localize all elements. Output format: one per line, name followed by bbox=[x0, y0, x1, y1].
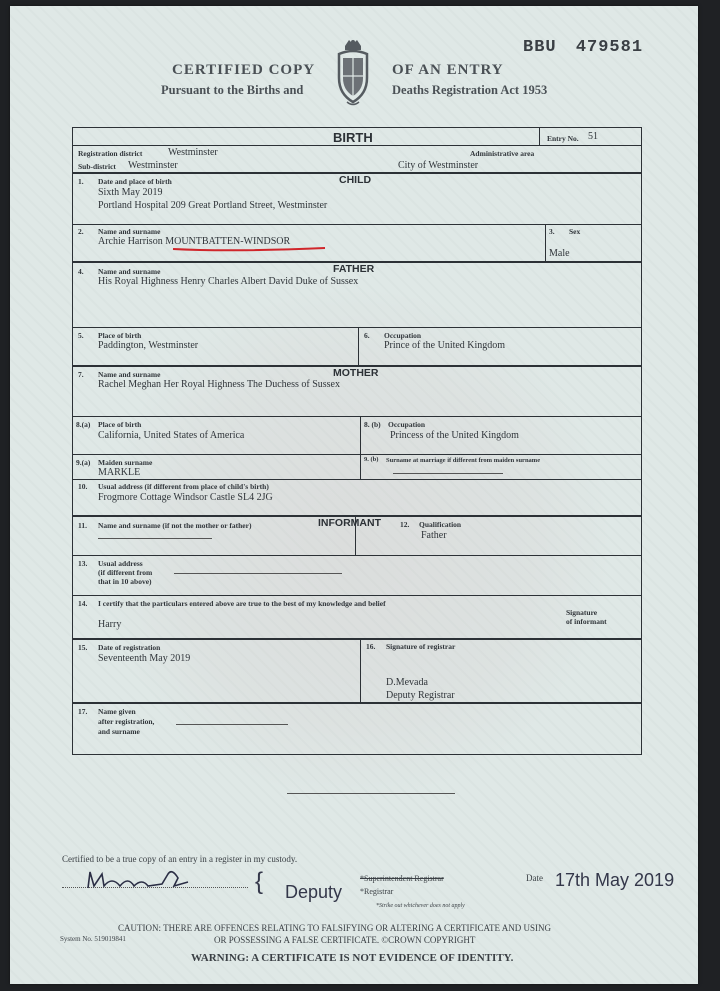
field-number: 6. bbox=[364, 331, 370, 340]
divider bbox=[358, 327, 359, 365]
divider bbox=[72, 224, 642, 225]
father-name-label: Name and surname bbox=[98, 267, 161, 276]
strike-out-note: *Strike out whichever does not apply bbox=[376, 903, 465, 909]
sex-value: Male bbox=[549, 248, 570, 259]
usual-address-value: Frogmore Cottage Windsor Castle SL4 2JG bbox=[98, 492, 273, 503]
field-number: 12. bbox=[400, 520, 410, 529]
informant-address-blank bbox=[174, 573, 342, 574]
reg-district-label: Registration district bbox=[78, 149, 143, 158]
sub-district-label: Sub-district bbox=[78, 162, 116, 171]
serial-prefix: BBU bbox=[523, 38, 557, 57]
informant-heading: INFORMANT bbox=[318, 517, 381, 529]
brace: { bbox=[255, 868, 264, 895]
divider bbox=[72, 454, 642, 455]
entry-number: 51 bbox=[588, 131, 598, 142]
field-number: 8. (b) bbox=[364, 420, 381, 429]
field-number: 14. bbox=[78, 599, 88, 608]
father-occupation-value: Prince of the United Kingdom bbox=[384, 340, 506, 351]
certify-statement: I certify that the particulars entered above are true to the best of my knowledge and belief bbox=[98, 599, 386, 608]
birth-date-value: Sixth May 2019 bbox=[98, 187, 163, 198]
mother-heading: MOTHER bbox=[333, 367, 379, 379]
divider bbox=[360, 638, 361, 702]
divider bbox=[545, 224, 546, 261]
child-given-names: Archie Harrison bbox=[98, 236, 163, 247]
divider bbox=[72, 702, 642, 704]
caution-line-1: CAUTION: THERE ARE OFFENCES RELATING TO FALSIFYING OR ALTERING A CERTIFICATE AND USING bbox=[118, 923, 551, 933]
field-number: 17. bbox=[78, 707, 88, 716]
maiden-surname-value: MARKLE bbox=[98, 467, 141, 478]
signature-of-informant-label: Signature bbox=[566, 608, 598, 617]
informant-signature-value: Harry bbox=[98, 619, 122, 630]
date-handwritten: 17th May 2019 bbox=[555, 870, 675, 890]
certificate-paper bbox=[10, 6, 698, 984]
registrar-title: Deputy Registrar bbox=[386, 690, 455, 701]
informant-name-blank bbox=[98, 538, 212, 539]
maiden-surname-label: Maiden surname bbox=[98, 458, 153, 467]
field-number: 15. bbox=[78, 643, 88, 652]
qualification-label: Qualification bbox=[419, 520, 462, 529]
usual-address-label: Usual address (if different from place of child's birth) bbox=[98, 482, 269, 491]
sub-district-value: Westminster bbox=[128, 160, 178, 171]
field-number: 7. bbox=[78, 370, 84, 379]
field-number: 2. bbox=[78, 227, 84, 236]
registrar-signature-label: Signature of registrar bbox=[386, 642, 456, 651]
royal-crest-icon bbox=[335, 38, 371, 108]
divider bbox=[72, 327, 642, 328]
field-number: 10. bbox=[78, 482, 88, 491]
sex-label: Sex bbox=[569, 227, 581, 236]
separator-line bbox=[287, 793, 455, 794]
mother-name-value: Rachel Meghan Her Royal Highness The Duchess of Sussex bbox=[98, 379, 340, 390]
father-occupation-label: Occupation bbox=[384, 331, 422, 340]
father-heading: FATHER bbox=[333, 263, 375, 275]
entry-label: Entry No. bbox=[547, 134, 579, 143]
field-number: 11. bbox=[78, 521, 87, 530]
father-birthplace-value: Paddington, Westminster bbox=[98, 340, 199, 351]
deputy-handwritten: Deputy bbox=[285, 882, 343, 902]
field-number: 3. bbox=[549, 227, 555, 236]
form-title: BIRTH bbox=[333, 130, 373, 145]
admin-area-label: Administrative area bbox=[470, 149, 535, 158]
caution-line-2: OR POSSESSING A FALSE CERTIFICATE. ©CROWN COPYRIGHT bbox=[214, 935, 476, 945]
divider bbox=[539, 127, 540, 145]
divider bbox=[72, 638, 642, 640]
field-number: 5. bbox=[78, 331, 84, 340]
informant-name-label: Name and surname (if not the mother or father) bbox=[98, 521, 252, 530]
signature-of-informant-label: of informant bbox=[566, 617, 607, 626]
field-number: 1. bbox=[78, 177, 84, 186]
divider bbox=[360, 416, 361, 479]
child-surname: MOUNTBATTEN-WINDSOR bbox=[165, 236, 291, 247]
registrar-name: D.Mevada bbox=[386, 677, 428, 688]
registrar-option: *Registrar bbox=[360, 887, 394, 896]
name-after-registration-label: after registration, bbox=[98, 717, 155, 726]
name-after-registration-label: Name given bbox=[98, 707, 136, 716]
superintendent-registrar-option: *Superintendent Registrar bbox=[360, 874, 444, 883]
birth-date-place-label: Date and place of birth bbox=[98, 177, 172, 186]
informant-address-label: (if different from bbox=[98, 568, 153, 577]
field-number: 16. bbox=[366, 642, 376, 651]
field-number: 9.(a) bbox=[76, 458, 91, 467]
child-name-label: Name and surname bbox=[98, 227, 161, 236]
header-right-sub: Deaths Registration Act 1953 bbox=[392, 83, 548, 97]
registrar-handwritten-signature bbox=[68, 864, 198, 894]
date-label: Date bbox=[526, 873, 543, 883]
mother-birthplace-label: Place of birth bbox=[98, 420, 142, 429]
mother-name-label: Name and surname bbox=[98, 370, 161, 379]
header-left-title: CERTIFIED COPY bbox=[172, 62, 316, 78]
birth-place-value: Portland Hospital 209 Great Portland Street, Westminster bbox=[98, 200, 328, 211]
admin-area-value: City of Westminster bbox=[398, 160, 479, 171]
married-surname-label: Surname at marriage if different from maiden surname bbox=[386, 457, 541, 464]
serial-digits: 479581 bbox=[575, 38, 644, 57]
mother-occupation-value: Princess of the United Kingdom bbox=[390, 430, 519, 441]
registration-date-label: Date of registration bbox=[98, 643, 161, 652]
divider bbox=[72, 145, 642, 146]
name-after-registration-label: and surname bbox=[98, 727, 140, 736]
field-number: 9. (b) bbox=[364, 456, 379, 463]
mother-birthplace-value: California, United States of America bbox=[98, 430, 245, 441]
serial-number bbox=[523, 38, 643, 57]
system-number: System No. 519019841 bbox=[60, 935, 126, 943]
header-left-sub: Pursuant to the Births and bbox=[161, 83, 304, 97]
header-right-title: OF AN ENTRY bbox=[392, 62, 504, 78]
registration-date-value: Seventeenth May 2019 bbox=[98, 653, 191, 664]
field-number: 4. bbox=[78, 267, 84, 276]
field-number: 8.(a) bbox=[76, 420, 91, 429]
red-underline-mark bbox=[172, 245, 327, 253]
informant-address-label: that in 10 above) bbox=[98, 577, 152, 586]
identity-warning: WARNING: A CERTIFICATE IS NOT EVIDENCE OF IDENTITY. bbox=[191, 952, 514, 964]
divider bbox=[72, 555, 642, 556]
married-surname-blank bbox=[393, 473, 503, 474]
divider bbox=[72, 595, 642, 596]
father-birthplace-label: Place of birth bbox=[98, 331, 142, 340]
mother-occupation-label: Occupation bbox=[388, 420, 426, 429]
informant-address-label: Usual address bbox=[98, 559, 143, 568]
reg-district-value: Westminster bbox=[168, 147, 218, 158]
qualification-value: Father bbox=[421, 530, 447, 541]
field-number: 13. bbox=[78, 559, 88, 568]
divider bbox=[72, 416, 642, 417]
child-heading: CHILD bbox=[339, 174, 372, 186]
divider bbox=[72, 479, 642, 480]
name-after-registration-blank bbox=[176, 724, 288, 725]
father-name-value: His Royal Highness Henry Charles Albert David Duke of Sussex bbox=[98, 276, 359, 287]
certified-copy-statement: Certified to be a true copy of an entry in a register in my custody. bbox=[62, 854, 298, 864]
